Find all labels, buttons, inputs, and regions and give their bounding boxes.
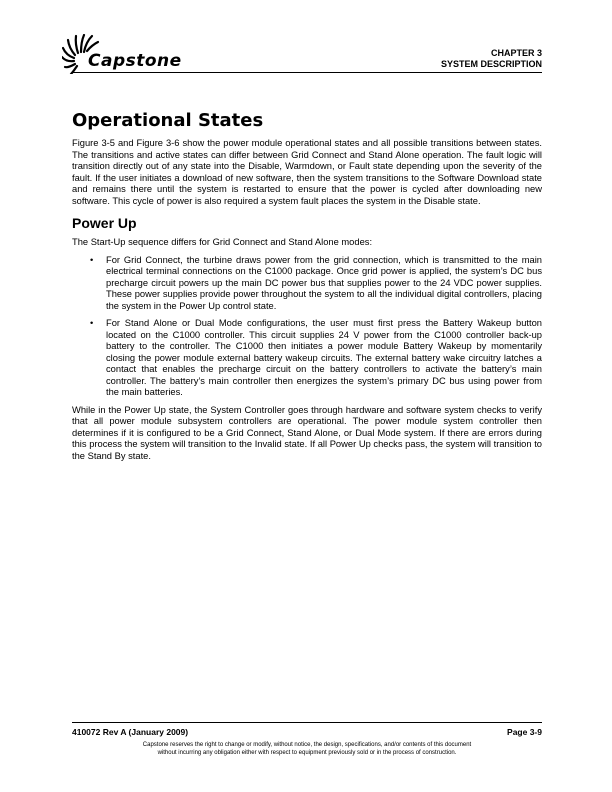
capstone-logo <box>62 34 222 74</box>
list-item-text: For Stand Alone or Dual Mode configurations, the user must first press the Battery Wakeup button located on the C1000 controller. This circuit supplies 24 V power from the C1000 controller back-up battery to the controller. The C1000 then initiates a power module Battery Wakeup by momentarily closing the power module external battery wakeup circuits. The external battery wake circuitry latches a contact that enables the precharge circuit on the battery controllers to activate the battery’s main controller. The battery’s main controller then energizes the system’s primary DC bus using power from the main batteries. <box>106 318 542 397</box>
footer-rule <box>72 722 542 723</box>
chapter-number: CHAPTER 3 <box>490 48 542 58</box>
document-id: 410072 Rev A (January 2009) <box>72 727 189 737</box>
disclaimer <box>72 741 542 757</box>
bullet-icon: • <box>90 318 94 328</box>
page-content <box>72 110 542 468</box>
page-header <box>72 34 542 74</box>
list-item-text: For Grid Connect, the turbine draws power from the grid connection, which is transmitted to the main electrical terminal connections on the C1000 package. Once grid power is applied, the system’s DC bus precharge circuit powers up the main DC power bus that supplies power to the 24 VDC power supplies. These power supplies provide power throughout the system to all the individual digital controllers, placing the system in the Power Up control state. <box>106 254 542 311</box>
power-up-lead: The Start-Up sequence differs for Grid Connect and Stand Alone modes: <box>72 237 373 247</box>
bullet-icon: • <box>90 254 94 265</box>
section-title: Operational States <box>72 110 264 131</box>
intro-paragraph: Figure 3-5 and Figure 3-6 show the power module operational states and all possible transitions between states. The transitions and active states can differ between Grid Connect and Stand Alone operation. The fault logic will transition directly out of any state into the Disable, Warmdown, or Fault state depending upon the severity of the fault. If the user initiates a download of new software, then the system transitions to the Software Download state and remains there until the system is restarted to ensure that the power is cycled after downloading new software. This cycle of power is also required a system fault places the system in the Disable state. <box>72 138 542 206</box>
power-up-closing: While in the Power Up state, the System Controller goes through hardware and software system checks to verify that all power module subsystem controllers are operational. The power module system controller then determines if it is configured to be a Grid Connect, Stand Alone, or Dual Mode system. If there are errors during this process the system will transition to the Invalid state. If all Power Up checks pass, the system will transition to the Stand By state. <box>72 404 542 461</box>
disclaimer-line: without incurring any obligation either with respect to equipment previously sold or in the process of construction. <box>157 750 457 756</box>
list-item <box>90 255 542 313</box>
power-up-heading: Power Up <box>72 215 137 231</box>
header-rule <box>72 72 542 73</box>
page-number: Page 3-9 <box>507 727 542 737</box>
list-item <box>90 318 542 399</box>
startup-list <box>72 255 542 399</box>
chapter-title: SYSTEM DESCRIPTION <box>440 59 542 69</box>
disclaimer-line: Capstone reserves the right to change or modify, without notice, the design, specifications, and/or contents of this document <box>142 742 472 748</box>
brand-name: Capstone <box>88 51 182 71</box>
chapter-heading <box>441 48 542 70</box>
